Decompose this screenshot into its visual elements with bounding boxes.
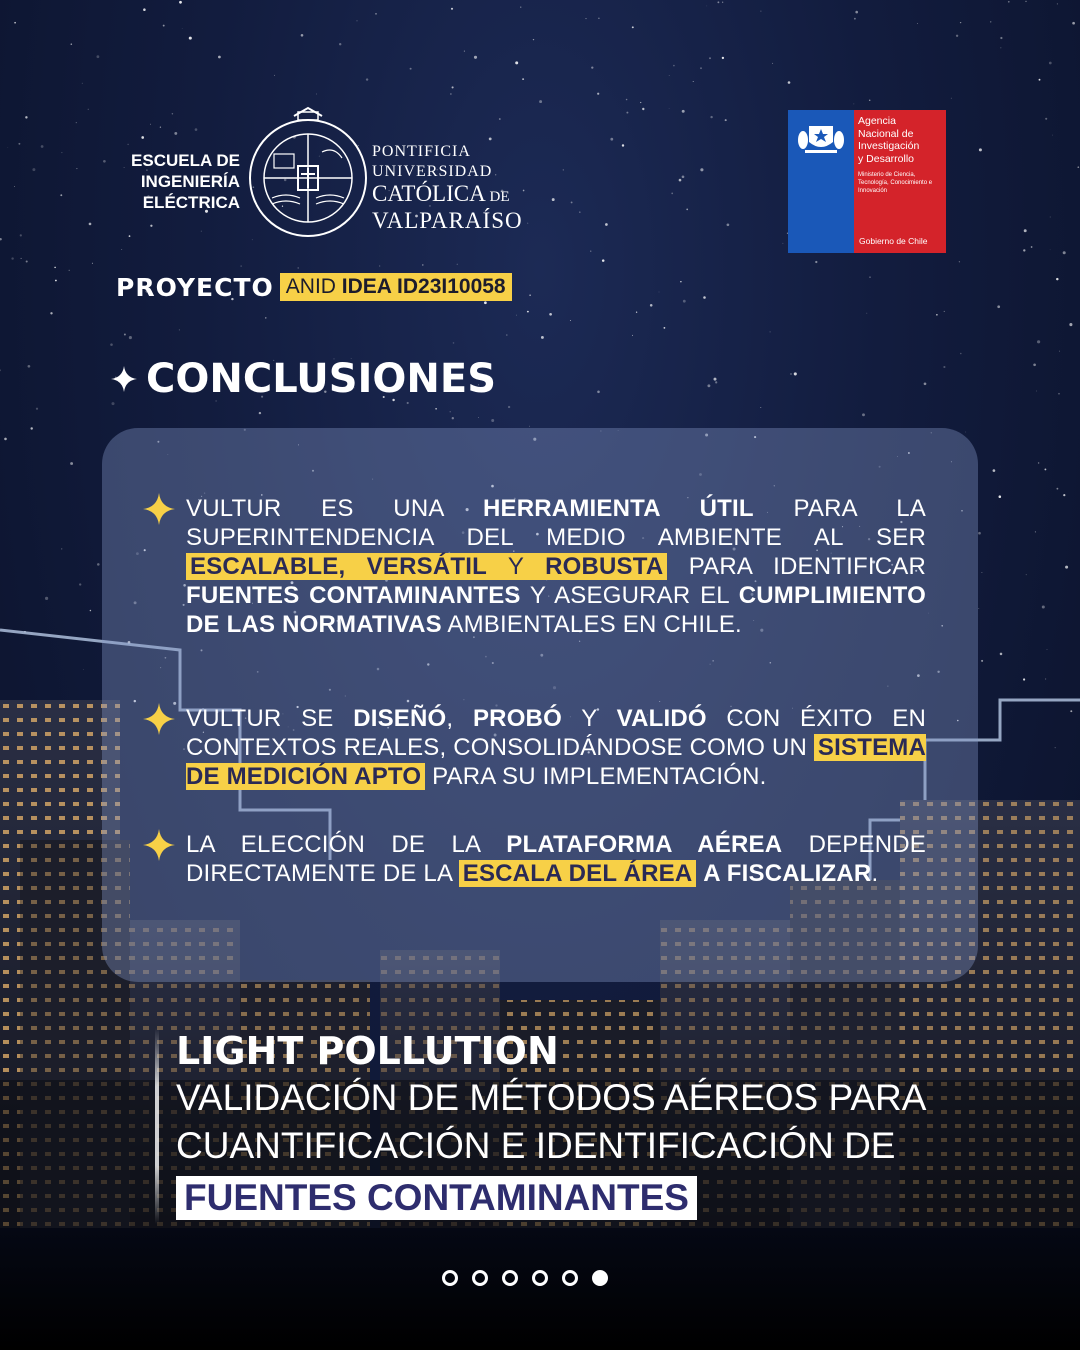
- star: [862, 413, 865, 416]
- star: [179, 329, 180, 330]
- school-name: [100, 150, 240, 213]
- star: [89, 223, 92, 226]
- star: [650, 304, 653, 307]
- star: [163, 25, 165, 27]
- star: [866, 313, 867, 314]
- star: [0, 238, 2, 240]
- star: [259, 412, 261, 414]
- star: [571, 201, 573, 203]
- star: [715, 381, 717, 383]
- star: [28, 365, 31, 368]
- text-segment: .: [871, 860, 879, 887]
- star: [924, 382, 927, 385]
- star: [54, 267, 56, 269]
- footer-subtitle: CUANTIFICACIÓN E IDENTIFICACIÓN DE: [176, 1125, 896, 1166]
- star: [82, 83, 83, 84]
- school-name-line: ESCUELA DE: [131, 151, 240, 170]
- school-name-line: ELÉCTRICA: [142, 193, 240, 212]
- anid-logo-red-panel: [854, 110, 946, 253]
- star: [1069, 323, 1072, 326]
- bold-segment: HERRAMIENTA ÚTIL: [483, 495, 754, 522]
- university-name-line: VALPARAÍSO: [372, 208, 523, 233]
- star: [1077, 166, 1079, 168]
- star: [274, 75, 275, 76]
- star: [790, 373, 791, 374]
- star: [451, 8, 453, 10]
- star: [1037, 340, 1040, 343]
- star: [714, 378, 717, 381]
- star: [979, 148, 982, 151]
- star: [516, 315, 517, 316]
- star: [869, 99, 871, 101]
- conclusion-item: [142, 494, 926, 639]
- star: [788, 81, 791, 84]
- star: [189, 37, 192, 40]
- anid-name-line: Nacional de: [858, 127, 914, 140]
- star: [586, 18, 587, 19]
- project-id-row: [116, 272, 512, 302]
- star: [597, 93, 599, 95]
- anid-ministry: Ministerio de Ciencia, Tecnología, Conocimiento e Innovación: [858, 172, 933, 194]
- star: [722, 57, 724, 59]
- star: [727, 223, 730, 226]
- text-segment: CON ÉXITO EN CONTEXTOS REALES, CONSOLIDÁNDOSE COMO UN: [186, 705, 927, 761]
- star: [179, 1, 182, 4]
- footer-accent-line: [155, 1028, 159, 1224]
- footer-title-block: [176, 1028, 926, 1220]
- section-title: [110, 356, 496, 402]
- star: [69, 270, 70, 271]
- star: [1059, 351, 1060, 352]
- anid-logo-blue-panel: [788, 110, 854, 253]
- star: [855, 11, 858, 14]
- star: [410, 68, 412, 70]
- university-name-part: DE: [485, 189, 510, 205]
- star: [990, 21, 991, 22]
- star: [993, 469, 996, 472]
- star: [121, 249, 122, 250]
- project-code-prefix: ANID: [285, 275, 342, 298]
- star: [506, 334, 508, 336]
- star: [626, 112, 628, 114]
- section-title-text: CONCLUSIONES: [146, 356, 497, 402]
- star: [598, 18, 599, 19]
- star: [1072, 22, 1075, 25]
- star: [435, 408, 437, 410]
- university-name-line: PONTIFICIA: [372, 143, 471, 160]
- text-segment: DEPENDE DIRECTAMENTE DE LA: [186, 831, 926, 887]
- star: [533, 39, 534, 40]
- star: [21, 258, 22, 259]
- star: [707, 384, 710, 387]
- star: [301, 34, 304, 37]
- star: [563, 169, 564, 170]
- star: [693, 81, 694, 82]
- conclusion-text: [186, 830, 926, 888]
- star: [1031, 246, 1033, 248]
- star: [26, 260, 28, 262]
- star: [626, 99, 628, 101]
- star: [1025, 1, 1026, 2]
- text-segment: Y ASEGURAR EL: [520, 582, 739, 609]
- star: [218, 56, 221, 59]
- footer-heading: LIGHT POLLUTION: [176, 1029, 559, 1073]
- star: [297, 267, 298, 268]
- star: [943, 366, 945, 368]
- star: [1023, 249, 1025, 251]
- star: [664, 327, 666, 329]
- text-segment: Y: [561, 705, 617, 732]
- carousel-pagination: [442, 1270, 608, 1286]
- star: [453, 342, 455, 344]
- anid-name: [858, 115, 942, 165]
- star: [265, 317, 266, 318]
- anid-logo: [788, 110, 946, 253]
- star: [944, 311, 945, 312]
- star: [474, 56, 477, 59]
- star: [160, 127, 161, 128]
- star: [669, 108, 670, 109]
- star: [92, 263, 93, 264]
- star: [36, 408, 38, 410]
- star: [515, 61, 518, 64]
- star: [182, 28, 183, 29]
- anid-government: Gobierno de Chile: [859, 235, 928, 246]
- pagination-dot[interactable]: [472, 1270, 488, 1286]
- star: [452, 86, 454, 88]
- sparkle-icon: [142, 828, 176, 862]
- bold-segment: PLATAFORMA AÉREA: [506, 831, 783, 858]
- conclusion-text: [186, 704, 926, 791]
- school-name-line: INGENIERÍA: [140, 172, 240, 191]
- star: [76, 122, 77, 123]
- star: [452, 417, 454, 419]
- star: [491, 419, 494, 422]
- star: [195, 128, 198, 131]
- text-segment: PARA SU IMPLEMENTACIÓN.: [425, 763, 767, 790]
- star: [760, 407, 761, 408]
- star: [642, 108, 644, 110]
- star: [680, 281, 681, 282]
- star: [960, 22, 961, 23]
- star: [141, 136, 144, 139]
- star: [956, 35, 958, 37]
- star: [1008, 1, 1010, 3]
- star: [150, 124, 151, 125]
- star: [25, 116, 27, 118]
- star: [1056, 278, 1058, 280]
- star: [673, 65, 675, 67]
- star: [129, 336, 132, 339]
- highlight-segment: SISTEMA DE MEDICIÓN APTO: [186, 734, 926, 790]
- star: [174, 132, 177, 135]
- star: [1063, 251, 1066, 254]
- star: [960, 353, 962, 355]
- star: [124, 334, 126, 336]
- anid-name-line: Agencia: [858, 115, 896, 127]
- anid-name-line: Investigación: [858, 140, 920, 152]
- star: [772, 63, 773, 64]
- star: [76, 168, 77, 169]
- pagination-dot[interactable]: [592, 1270, 608, 1286]
- star: [683, 300, 686, 303]
- star: [725, 119, 727, 121]
- text-segment: ,: [446, 705, 473, 732]
- star: [869, 277, 870, 278]
- star: [579, 211, 581, 213]
- star: [1050, 249, 1051, 250]
- star: [129, 235, 131, 237]
- star: [1044, 468, 1046, 470]
- star: [97, 55, 100, 58]
- university-name-line: UNIVERSIDAD: [372, 163, 493, 180]
- star: [14, 186, 15, 187]
- star: [815, 261, 817, 263]
- star: [682, 175, 685, 178]
- bold-segment: A FISCALIZAR: [703, 860, 872, 887]
- star: [110, 343, 113, 346]
- star: [489, 137, 492, 140]
- star: [965, 432, 966, 433]
- pagination-dot[interactable]: [502, 1270, 518, 1286]
- star: [4, 438, 7, 441]
- star: [464, 51, 465, 52]
- highlight-part: ROBUSTA: [545, 553, 664, 580]
- star: [127, 144, 128, 145]
- footer-highlight: FUENTES CONTAMINANTES: [176, 1176, 697, 1220]
- star: [706, 6, 707, 7]
- star: [632, 26, 634, 28]
- star: [241, 266, 242, 267]
- star: [570, 320, 571, 321]
- star: [590, 251, 591, 252]
- star: [1024, 229, 1027, 232]
- star: [1056, 488, 1058, 490]
- conclusion-item: [142, 830, 926, 888]
- star: [457, 264, 458, 265]
- star: [527, 311, 529, 313]
- star: [703, 296, 706, 299]
- star: [978, 532, 981, 535]
- star: [379, 266, 380, 267]
- star: [41, 145, 44, 148]
- star: [1039, 79, 1041, 81]
- star: [18, 143, 20, 145]
- star: [11, 257, 13, 259]
- text-segment: VULTUR ES UNA: [186, 495, 483, 522]
- university-name: [372, 142, 523, 233]
- chile-coat-of-arms-icon: [797, 118, 845, 156]
- star: [951, 98, 952, 99]
- star: [997, 305, 1000, 308]
- star: [375, 13, 376, 14]
- pagination-dot[interactable]: [532, 1270, 548, 1286]
- anid-name-line: y Desarrollo: [858, 152, 915, 165]
- star: [999, 495, 1002, 498]
- bold-segment: FUENTES CONTAMINANTES: [186, 582, 521, 609]
- star: [659, 292, 660, 293]
- star: [669, 75, 670, 76]
- star: [30, 427, 32, 429]
- star: [760, 11, 761, 12]
- star: [854, 18, 856, 20]
- star: [0, 369, 1, 371]
- star: [722, 2, 723, 3]
- star: [917, 23, 918, 24]
- star: [591, 66, 593, 68]
- bottom-bar: [0, 1228, 1080, 1350]
- star: [201, 231, 202, 232]
- star: [71, 43, 73, 45]
- star: [150, 225, 152, 227]
- star: [597, 391, 600, 394]
- star: [450, 93, 451, 94]
- star: [709, 57, 711, 59]
- star: [529, 426, 530, 427]
- star: [14, 22, 16, 24]
- text-segment: LA ELECCIÓN DE LA: [186, 831, 507, 858]
- star: [523, 190, 525, 192]
- star: [552, 198, 555, 201]
- university-seal-logo: [246, 106, 370, 246]
- star: [717, 1, 719, 3]
- footer-subtitle: VALIDACIÓN DE MÉTODOS AÉREOS PARA: [176, 1077, 927, 1118]
- star: [20, 234, 22, 236]
- highlight-part: Y: [486, 553, 546, 580]
- sparkle-icon: [142, 702, 176, 736]
- star: [143, 8, 146, 11]
- conclusion-item: [142, 704, 926, 791]
- highlight-segment: [186, 553, 667, 580]
- pagination-dot[interactable]: [562, 1270, 578, 1286]
- highlight-part: ESCALABLE, VERSÁTIL: [190, 553, 487, 580]
- star: [172, 113, 173, 114]
- highlight-segment: ESCALA DEL ÁREA: [459, 860, 697, 887]
- star: [541, 336, 544, 339]
- star: [1058, 393, 1060, 395]
- text-segment: PARA LA SUPERINTENDENCIA DEL MEDIO AMBIENTE AL SER: [186, 495, 926, 551]
- star: [783, 243, 784, 244]
- bold-segment: VALIDÓ: [616, 705, 707, 732]
- university-name-line: [372, 182, 523, 209]
- sparkle-icon: [142, 492, 176, 526]
- star: [422, 264, 423, 265]
- star: [32, 168, 35, 171]
- bold-segment: CUMPLIMIENTO DE LAS NORMATIVAS: [186, 582, 926, 638]
- star: [70, 462, 73, 465]
- star: [1033, 363, 1036, 366]
- star: [632, 335, 633, 336]
- star: [1045, 118, 1047, 120]
- star: [7, 147, 8, 148]
- star: [60, 194, 62, 196]
- star: [50, 312, 52, 314]
- star: [508, 406, 510, 408]
- star: [357, 21, 358, 22]
- star: [522, 78, 524, 80]
- star: [1050, 217, 1051, 218]
- star: [61, 548, 62, 549]
- star: [682, 110, 685, 113]
- star: [936, 314, 938, 316]
- star: [1038, 462, 1039, 463]
- star: [527, 223, 528, 224]
- star: [111, 402, 114, 405]
- star: [700, 67, 702, 69]
- star: [622, 144, 624, 146]
- star: [499, 118, 501, 120]
- star: [316, 94, 317, 95]
- university-name-part: CATÓLICA: [372, 181, 486, 206]
- star: [602, 259, 605, 262]
- star: [539, 100, 542, 103]
- star: [1052, 135, 1053, 136]
- star: [529, 294, 531, 296]
- star: [636, 312, 637, 313]
- star: [710, 116, 712, 118]
- star: [1063, 494, 1065, 496]
- pagination-dot[interactable]: [442, 1270, 458, 1286]
- star: [55, 280, 57, 282]
- star: [549, 313, 552, 316]
- star: [1001, 48, 1002, 49]
- star: [686, 209, 688, 211]
- project-label: PROYECTO: [116, 272, 274, 302]
- project-code-badge: [280, 273, 512, 301]
- star: [794, 372, 797, 375]
- conclusion-text: [186, 494, 926, 639]
- star: [1049, 62, 1052, 65]
- star: [769, 331, 770, 332]
- text-segment: AMBIENTALES EN CHILE.: [441, 611, 742, 638]
- star: [679, 179, 682, 182]
- star: [478, 417, 479, 418]
- star: [700, 168, 703, 171]
- star: [88, 109, 89, 110]
- star: [1000, 37, 1002, 39]
- star: [407, 402, 409, 404]
- bold-segment: PROBÓ: [472, 705, 562, 732]
- star: [610, 138, 613, 141]
- star: [339, 43, 341, 45]
- bold-segment: DISEÑÓ: [353, 705, 447, 732]
- star: [671, 193, 673, 195]
- star: [450, 411, 451, 412]
- sparkle-icon: [110, 365, 138, 393]
- star: [1035, 531, 1036, 532]
- text-segment: VULTUR SE: [186, 705, 354, 732]
- star: [853, 103, 854, 104]
- star: [605, 223, 608, 226]
- star: [520, 7, 521, 8]
- star: [959, 261, 960, 262]
- star: [1057, 3, 1058, 4]
- text-segment: PARA IDENTIFICAR: [667, 553, 927, 580]
- star: [1036, 391, 1037, 392]
- conclusions-panel: [102, 428, 978, 982]
- star: [640, 102, 641, 103]
- star: [366, 78, 368, 80]
- star: [61, 152, 62, 153]
- project-code: IDEA ID23I10058: [341, 275, 506, 298]
